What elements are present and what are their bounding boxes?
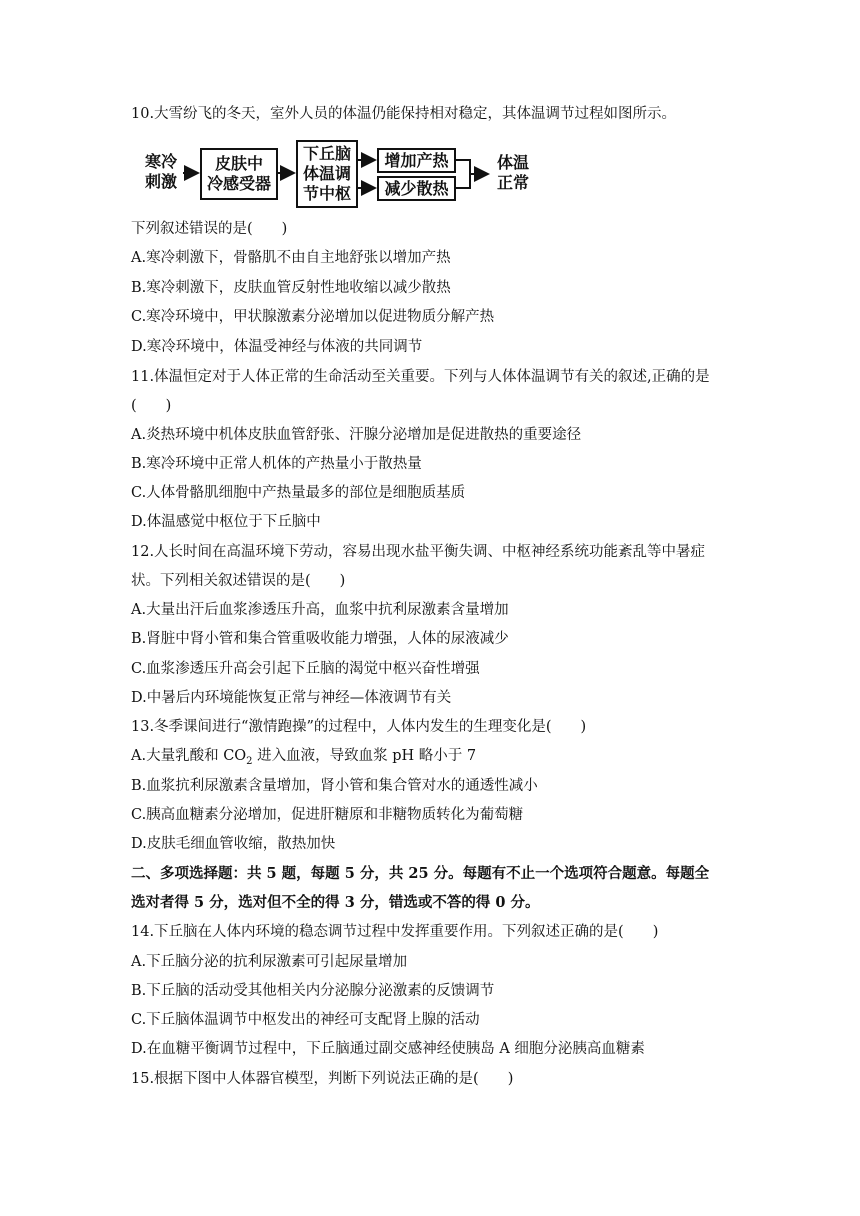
q10-option-d: D.寒冷环境中，体温受神经与体液的共同调节 [131,339,423,355]
q14-stem: 14.下丘脑在人体内环境的稳态调节过程中发挥重要作用。下列叙述正确的是( ) [131,924,659,940]
q13-option-c: C.胰高血糖素分泌增加，促进肝糖原和非糖物质转化为葡萄糖 [131,807,524,823]
section2-heading: 二、多项选择题：共 5 题，每题 5 分，共 25 分。每题有不止一个选项符合题意。每题全 [131,865,710,882]
q12-option-c: C.血浆渗透压升高会引起下丘脑的渴觉中枢兴奋性增强 [131,661,480,677]
q15-stem: 15.根据下图中人体器官模型，判断下列说法正确的是( ) [131,1071,514,1087]
q11-stem-cont: ( ) [131,398,172,414]
q13-option-b: B.血浆抗利尿激素含量增加，肾小管和集合管对水的通透性减小 [131,778,538,794]
q13-stem: 13.冬季课间进行“激情跑操”的过程中，人体内发生的生理变化是( ) [131,719,587,735]
q10-option-a: A.寒冷刺激下，骨骼肌不由自主地舒张以增加产热 [131,250,451,266]
section2-heading-cont: 选对者得 5 分，选对但不全的得 3 分，错选或不答的得 0 分。 [131,894,540,911]
q12-stem-cont: 状。下列相关叙述错误的是( ) [131,573,346,589]
diagram-decrease-box: 减少散热 [377,176,456,201]
q14-option-a: A.下丘脑分泌的抗利尿激素可引起尿量增加 [131,954,408,970]
q10-question: 下列叙述错误的是( ) [131,221,288,237]
q11-stem: 11.体温恒定对于人体正常的生命活动至关重要。下列与人体体温调节有关的叙述,正确的是 [131,369,710,385]
q11-option-a: A.炎热环境中机体皮肤血管舒张、汗腺分泌增加是促进散热的重要途径 [131,427,582,443]
q10-stem: 10.大雪纷飞的冬天，室外人员的体温仍能保持相对稳定，其体温调节过程如图所示。 [131,106,677,122]
q11-option-c: C.人体骨骼肌细胞中产热量最多的部位是细胞质基质 [131,485,466,501]
q13-option-d: D.皮肤毛细血管收缩，散热加快 [131,836,336,852]
q14-option-d: D.在血糖平衡调节过程中，下丘脑通过副交感神经使胰岛 A 细胞分泌胰高血糖素 [131,1041,645,1057]
q12-option-b: B.肾脏中肾小管和集合管重吸收能力增强，人体的尿液减少 [131,631,509,647]
diagram-increase-box: 增加产热 [377,148,456,173]
q14-option-c: C.下丘脑体温调节中枢发出的神经可支配肾上腺的活动 [131,1012,480,1028]
q11-option-d: D.体温感觉中枢位于下丘脑中 [131,514,321,530]
q12-stem: 12.人长时间在高温环境下劳动，容易出现水盐平衡失调、中枢神经系统功能紊乱等中暑症 [131,544,706,560]
q14-option-b: B.下丘脑的活动受其他相关内分泌腺分泌激素的反馈调节 [131,983,495,999]
q12-option-d: D.中暑后内环境能恢复正常与神经—体液调节有关 [131,690,452,706]
q13-option-a: A.大量乳酸和 $CO_2$ 进入血液，导致血浆 pH 略小于 7 [131,748,477,767]
q11-option-b: B.寒冷环境中正常人机体的产热量小于散热量 [131,456,422,472]
diagram-result: 体温 正常 [496,153,529,192]
diagram-receptor-box: 皮肤中 冷感受器 [200,148,278,200]
diagram-stimulus: 寒冷 刺激 [144,152,177,191]
q12-option-a: A.大量出汗后血浆渗透压升高，血浆中抗利尿激素含量增加 [131,602,509,618]
diagram-center-box: 下丘脑 体温调 节中枢 [296,140,358,208]
q10-option-b: B.寒冷刺激下，皮肤血管反射性地收缩以减少散热 [131,280,451,296]
q10-option-c: C.寒冷环境中，甲状腺激素分泌增加以促进物质分解产热 [131,309,495,325]
